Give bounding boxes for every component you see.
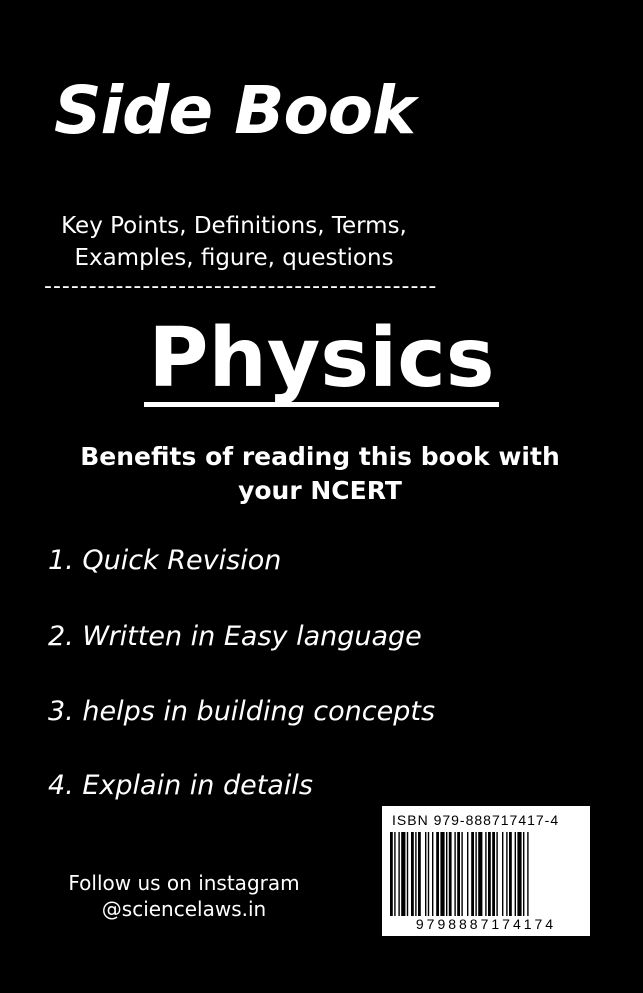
isbn-barcode <box>382 806 590 936</box>
book-subtitle <box>44 210 424 274</box>
instagram-handle: @sciencelaws.in <box>101 897 267 921</box>
benefit-item: 2. Written in Easy language <box>48 621 422 652</box>
social-follow-text: Follow us on instagram <box>68 871 300 895</box>
benefits-heading-line-1: Benefits of reading this book with <box>80 442 560 471</box>
benefit-item: 4. Explain in details <box>48 770 313 801</box>
subject-heading <box>0 311 643 407</box>
isbn-text <box>392 812 559 828</box>
social-follow <box>44 870 324 922</box>
barcode-digits: 9798887174174 <box>382 916 590 932</box>
benefits-heading-line-2: your NCERT <box>238 476 402 505</box>
subject-label: Physics <box>144 318 498 407</box>
subtitle-line-1: Key Points, Definitions, Terms, <box>61 213 407 239</box>
barcode-bars-icon <box>388 832 584 920</box>
benefit-item: 1. Quick Revision <box>48 545 282 576</box>
benefits-heading <box>30 440 610 508</box>
dashed-divider: -------------------------------------------- <box>44 276 438 298</box>
benefit-item: 3. helps in building concepts <box>48 696 436 727</box>
subtitle-line-2: Examples, figure, questions <box>74 245 394 271</box>
isbn-number: 979-888717417-4 <box>433 812 560 828</box>
isbn-label: ISBN <box>392 812 429 828</box>
book-title: Side Book <box>54 72 416 149</box>
